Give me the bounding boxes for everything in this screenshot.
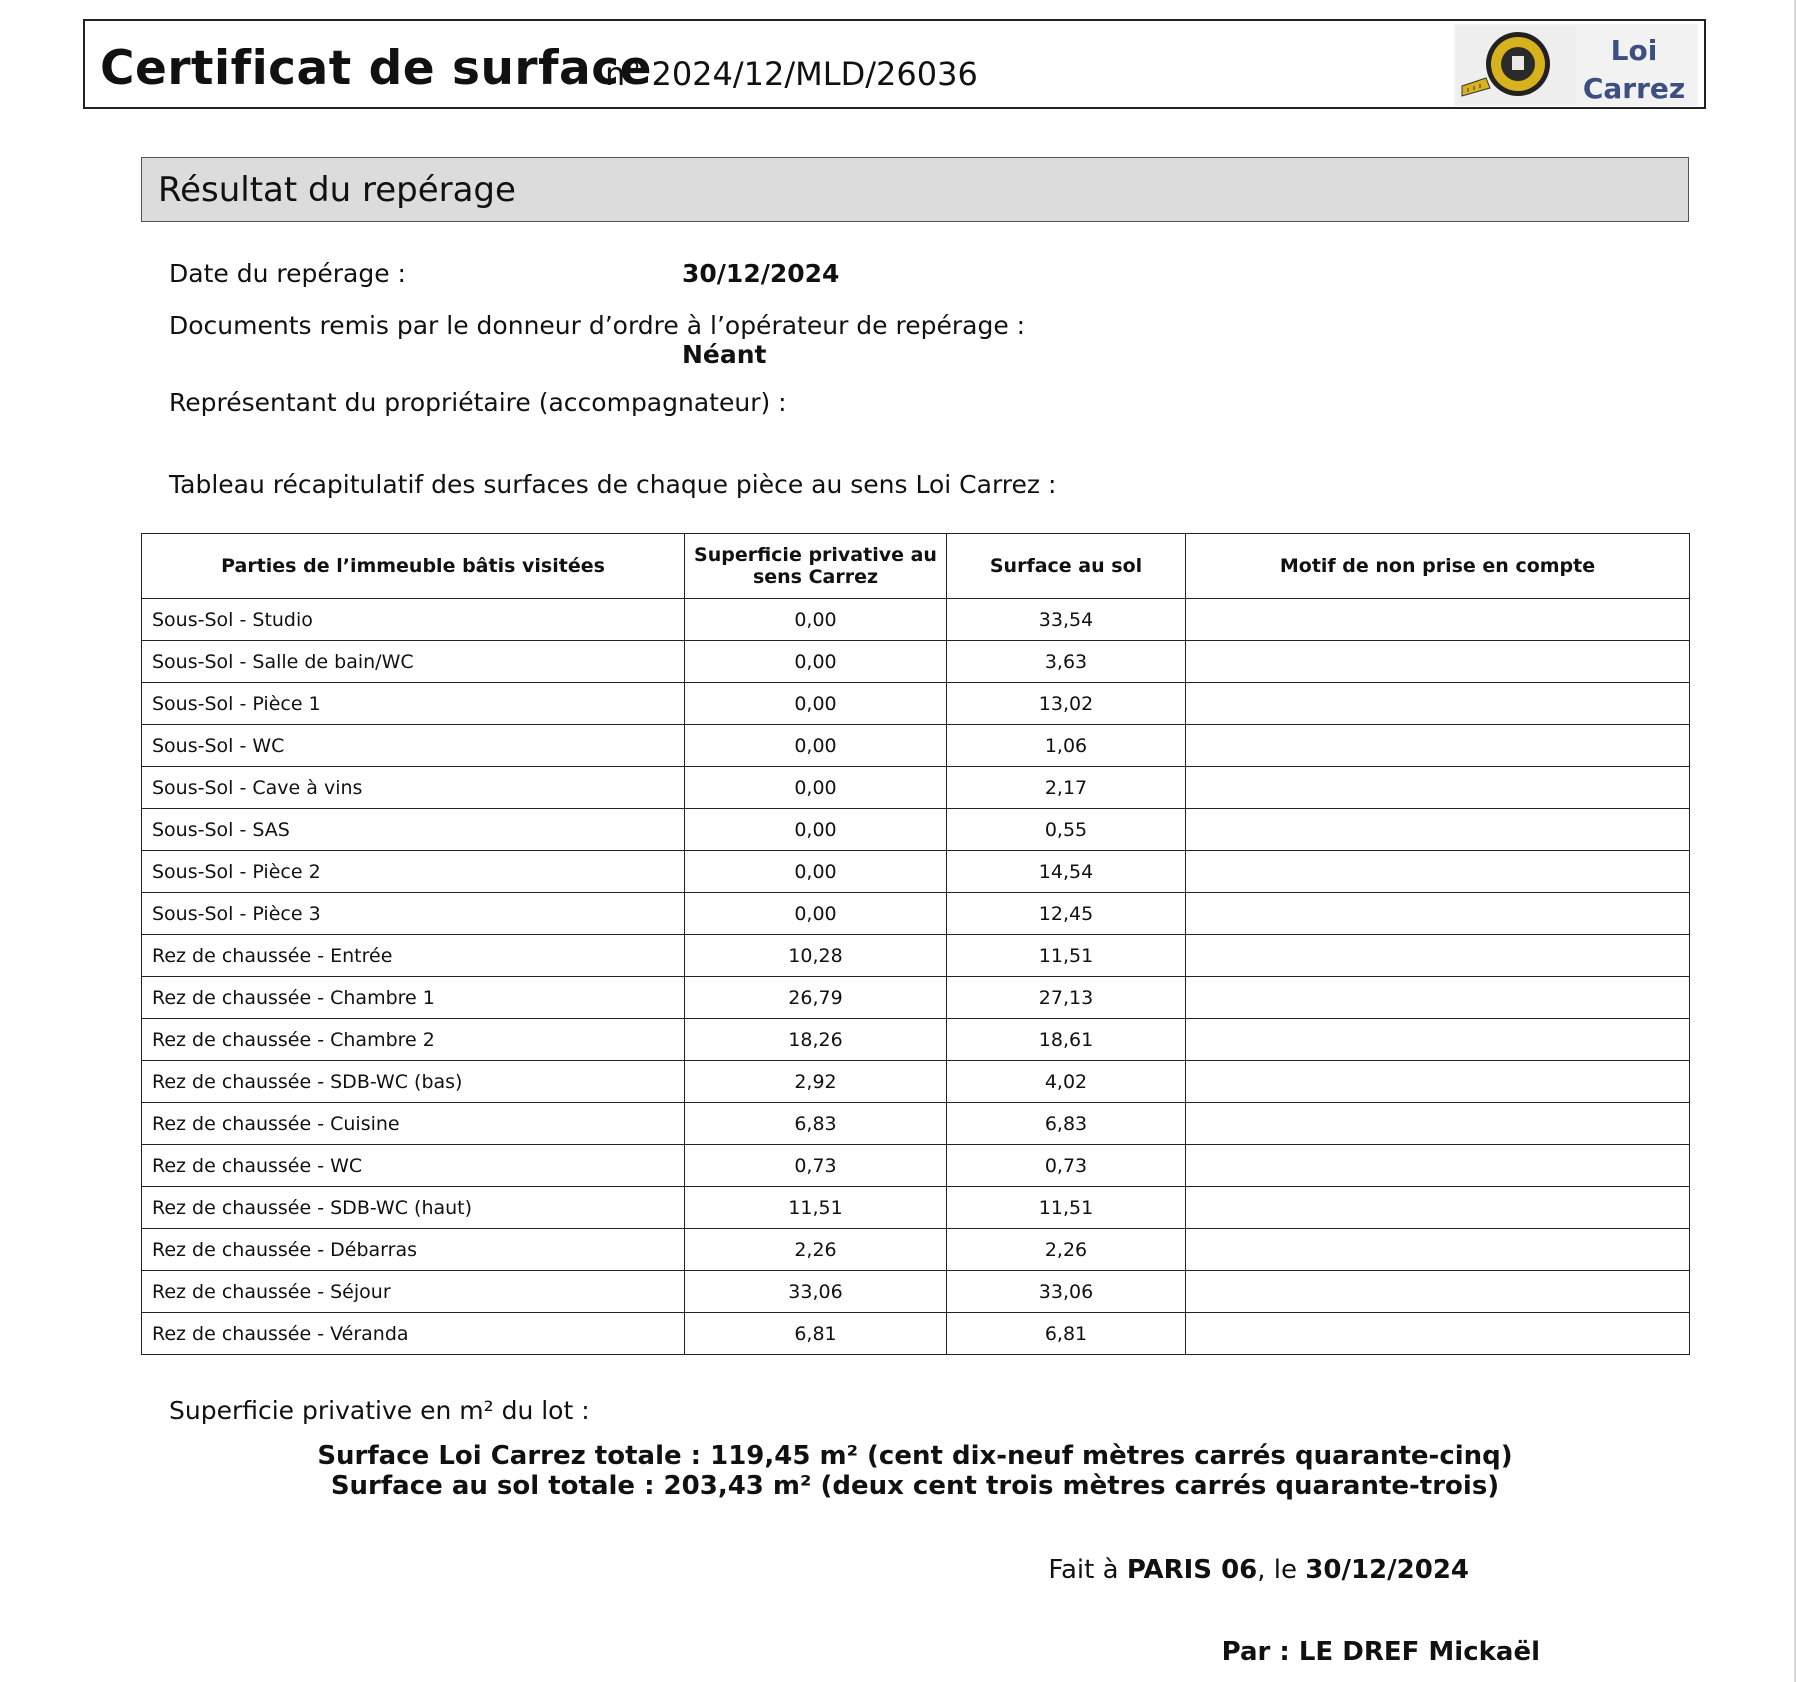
cell-carrez: 0,00	[685, 851, 947, 893]
cell-part: Rez de chaussée - Chambre 1	[142, 977, 685, 1019]
date-value: 30/12/2024	[682, 259, 840, 288]
floor-total: Surface au sol totale : 203,43 m² (deux cent trois mètres carrés quarante-trois)	[330, 1471, 1500, 1501]
cell-reason	[1186, 1271, 1690, 1313]
cell-reason	[1186, 1061, 1690, 1103]
cell-part: Rez de chaussée - SDB-WC (bas)	[142, 1061, 685, 1103]
table-row	[142, 1229, 1690, 1271]
cell-carrez: 26,79	[685, 977, 947, 1019]
table-row	[142, 683, 1690, 725]
table-row	[142, 935, 1690, 977]
header-parts: Parties de l’immeuble bâtis visitées	[142, 534, 685, 599]
logo-line-1: Loi	[1610, 34, 1658, 67]
cell-part: Rez de chaussée - WC	[142, 1145, 685, 1187]
cell-part: Sous-Sol - Salle de bain/WC	[142, 641, 685, 683]
table-row	[142, 809, 1690, 851]
cell-part: Rez de chaussée - Chambre 2	[142, 1019, 685, 1061]
section-banner	[141, 157, 1689, 222]
made-date: 30/12/2024	[1305, 1555, 1469, 1585]
table-intro: Tableau récapitulatif des surfaces de chaque pièce au sens Loi Carrez :	[169, 470, 1057, 499]
cell-floor: 14,54	[947, 851, 1186, 893]
documents-value: Néant	[682, 340, 767, 369]
cell-floor: 27,13	[947, 977, 1186, 1019]
cell-floor: 0,73	[947, 1145, 1186, 1187]
signatory: Par : LE DREF Mickaël	[1221, 1637, 1540, 1667]
made-middle: , le	[1257, 1555, 1306, 1585]
cell-reason	[1186, 935, 1690, 977]
header-reason: Motif de non prise en compte	[1186, 534, 1690, 599]
documents-label: Documents remis par le donneur d’ordre à l’opérateur de repérage :	[169, 311, 1026, 340]
surfaces-table	[141, 533, 1690, 1355]
cell-carrez: 0,00	[685, 641, 947, 683]
table-row	[142, 1103, 1690, 1145]
table-row	[142, 851, 1690, 893]
cell-part: Rez de chaussée - Cuisine	[142, 1103, 685, 1145]
summary-label: Superficie privative en m² du lot :	[169, 1396, 590, 1425]
cell-carrez: 6,83	[685, 1103, 947, 1145]
cell-reason	[1186, 599, 1690, 641]
cell-floor: 33,06	[947, 1271, 1186, 1313]
cell-carrez: 33,06	[685, 1271, 947, 1313]
cell-reason	[1186, 809, 1690, 851]
cell-part: Sous-Sol - WC	[142, 725, 685, 767]
tape-measure-icon	[1456, 26, 1576, 104]
cell-reason	[1186, 1145, 1690, 1187]
cell-reason	[1186, 683, 1690, 725]
loi-carrez-logo	[1454, 24, 1698, 106]
table-row	[142, 641, 1690, 683]
cell-reason	[1186, 1313, 1690, 1355]
cell-reason	[1186, 1187, 1690, 1229]
cell-part: Rez de chaussée - SDB-WC (haut)	[142, 1187, 685, 1229]
cell-carrez: 18,26	[685, 1019, 947, 1061]
cell-floor: 1,06	[947, 725, 1186, 767]
cell-carrez: 0,00	[685, 809, 947, 851]
cell-carrez: 11,51	[685, 1187, 947, 1229]
cell-part: Sous-Sol - Pièce 2	[142, 851, 685, 893]
cell-part: Sous-Sol - Cave à vins	[142, 767, 685, 809]
certificate-number: n° 2024/12/MLD/26036	[605, 55, 978, 93]
table-row	[142, 1061, 1690, 1103]
cell-carrez: 10,28	[685, 935, 947, 977]
cell-carrez: 2,92	[685, 1061, 947, 1103]
cell-reason	[1186, 851, 1690, 893]
cell-floor: 2,17	[947, 767, 1186, 809]
header-floor: Surface au sol	[947, 534, 1186, 599]
made-place: PARIS 06	[1126, 1555, 1258, 1585]
date-label: Date du repérage :	[169, 259, 406, 288]
cell-part: Rez de chaussée - Séjour	[142, 1271, 685, 1313]
cell-floor: 0,55	[947, 809, 1186, 851]
cell-floor: 33,54	[947, 599, 1186, 641]
cell-part: Sous-Sol - Pièce 1	[142, 683, 685, 725]
representative-label: Représentant du propriétaire (accompagnateur) :	[169, 388, 787, 417]
cell-reason	[1186, 977, 1690, 1019]
cell-part: Sous-Sol - Studio	[142, 599, 685, 641]
cell-carrez: 0,00	[685, 683, 947, 725]
cell-carrez: 0,00	[685, 725, 947, 767]
table-header-row	[142, 534, 1690, 599]
cell-carrez: 0,00	[685, 767, 947, 809]
made-at-line	[1048, 1555, 1469, 1585]
cell-part: Sous-Sol - Pièce 3	[142, 893, 685, 935]
cell-floor: 11,51	[947, 1187, 1186, 1229]
cell-part: Rez de chaussée - Débarras	[142, 1229, 685, 1271]
table-row	[142, 1271, 1690, 1313]
cell-part: Sous-Sol - SAS	[142, 809, 685, 851]
cell-carrez: 0,00	[685, 893, 947, 935]
section-title: Résultat du repérage	[158, 170, 516, 210]
cell-carrez: 0,00	[685, 599, 947, 641]
carrez-total: Surface Loi Carrez totale : 119,45 m² (cent dix-neuf mètres carrés quarante-cinq)	[317, 1441, 1513, 1471]
made-prefix: Fait à	[1048, 1555, 1127, 1585]
cell-reason	[1186, 641, 1690, 683]
cell-reason	[1186, 1229, 1690, 1271]
cell-floor: 13,02	[947, 683, 1186, 725]
cell-floor: 3,63	[947, 641, 1186, 683]
cell-carrez: 2,26	[685, 1229, 947, 1271]
cell-floor: 6,83	[947, 1103, 1186, 1145]
table-row	[142, 599, 1690, 641]
cell-floor: 11,51	[947, 935, 1186, 977]
header-carrez: Superficie privative au sens Carrez	[685, 534, 947, 599]
cell-reason	[1186, 1103, 1690, 1145]
certificate-header	[83, 19, 1706, 109]
cell-part: Rez de chaussée - Entrée	[142, 935, 685, 977]
cell-floor: 12,45	[947, 893, 1186, 935]
cell-reason	[1186, 893, 1690, 935]
certificate-title: Certificat de surface	[100, 41, 652, 96]
table-row	[142, 977, 1690, 1019]
table-row	[142, 1145, 1690, 1187]
cell-reason	[1186, 767, 1690, 809]
cell-carrez: 0,73	[685, 1145, 947, 1187]
table-row	[142, 725, 1690, 767]
cell-floor: 6,81	[947, 1313, 1186, 1355]
cell-floor: 18,61	[947, 1019, 1186, 1061]
cell-floor: 4,02	[947, 1061, 1186, 1103]
cell-floor: 2,26	[947, 1229, 1186, 1271]
cell-reason	[1186, 1019, 1690, 1061]
logo-line-2: Carrez	[1582, 72, 1686, 105]
cell-part: Rez de chaussée - Véranda	[142, 1313, 685, 1355]
cell-carrez: 6,81	[685, 1313, 947, 1355]
cell-reason	[1186, 725, 1690, 767]
table-row	[142, 1019, 1690, 1061]
table-row	[142, 893, 1690, 935]
table-row	[142, 1313, 1690, 1355]
table-row	[142, 1187, 1690, 1229]
table-row	[142, 767, 1690, 809]
